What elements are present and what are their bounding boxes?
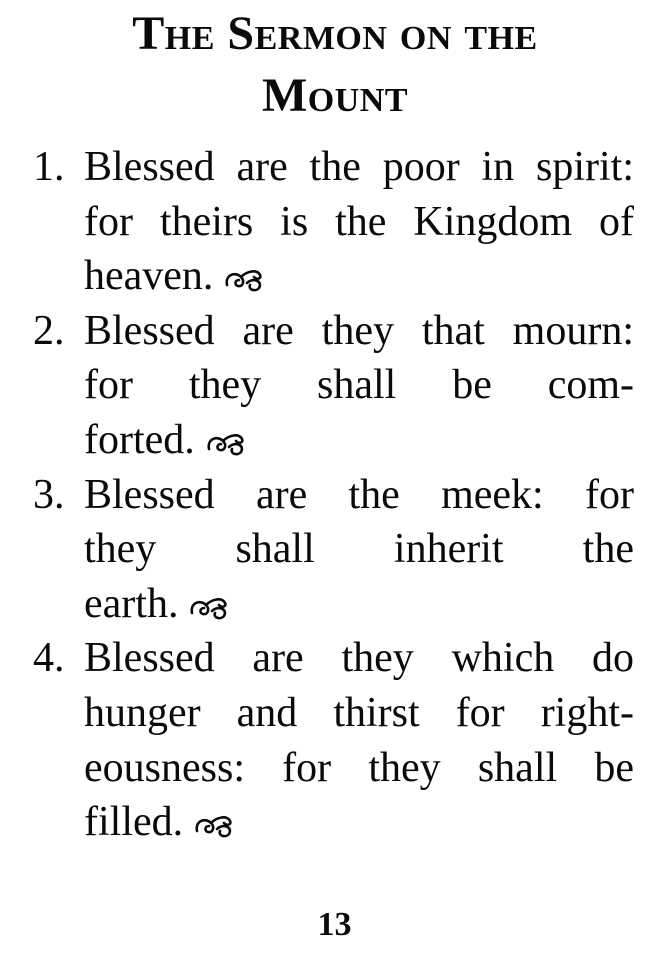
verse-number: 2. — [33, 307, 65, 354]
verse-line-text: earth. — [84, 580, 179, 627]
verse-line: for they shall be com- — [84, 362, 634, 409]
verse-number: 4. — [33, 635, 65, 682]
verse-number: 1. — [33, 144, 65, 190]
verse-line: hunger and thirst for right- — [84, 689, 634, 736]
verse-3 — [0, 468, 669, 632]
verse-line-text: forted. — [84, 416, 195, 463]
verse-line: Blessed are they that mourn: — [84, 307, 634, 354]
fleuron-knot-icon — [188, 591, 230, 621]
page-number: 13 — [317, 906, 352, 943]
verse-line-text: heaven. — [84, 253, 214, 300]
verse-line: they shall inherit the — [84, 526, 634, 573]
fleuron-knot-icon — [205, 427, 247, 457]
verse-2 — [0, 304, 669, 468]
verse-line: Blessed are they which do — [84, 635, 634, 682]
fleuron-knot-icon — [193, 809, 235, 839]
verse-1 — [0, 140, 669, 304]
verse-line-last — [84, 795, 634, 850]
page-title-line-1: The Sermon on the — [132, 7, 538, 60]
verse-line-last — [84, 413, 634, 468]
verse-4 — [0, 631, 669, 849]
beatitudes-list — [0, 140, 669, 850]
verse-line-last — [84, 249, 634, 304]
verse-line: Blessed are the poor in spirit: — [84, 144, 634, 190]
verse-line-text: filled. — [84, 799, 184, 846]
verse-line: for theirs is the Kingdom of — [84, 198, 634, 245]
fleuron-knot-icon — [223, 263, 265, 293]
verse-line-last — [84, 577, 634, 632]
verse-number: 3. — [33, 471, 65, 518]
verse-line: eousness: for they shall be — [84, 744, 634, 791]
verse-line: Blessed are the meek: for — [84, 471, 634, 518]
page-title-line-2: Mount — [261, 69, 409, 122]
